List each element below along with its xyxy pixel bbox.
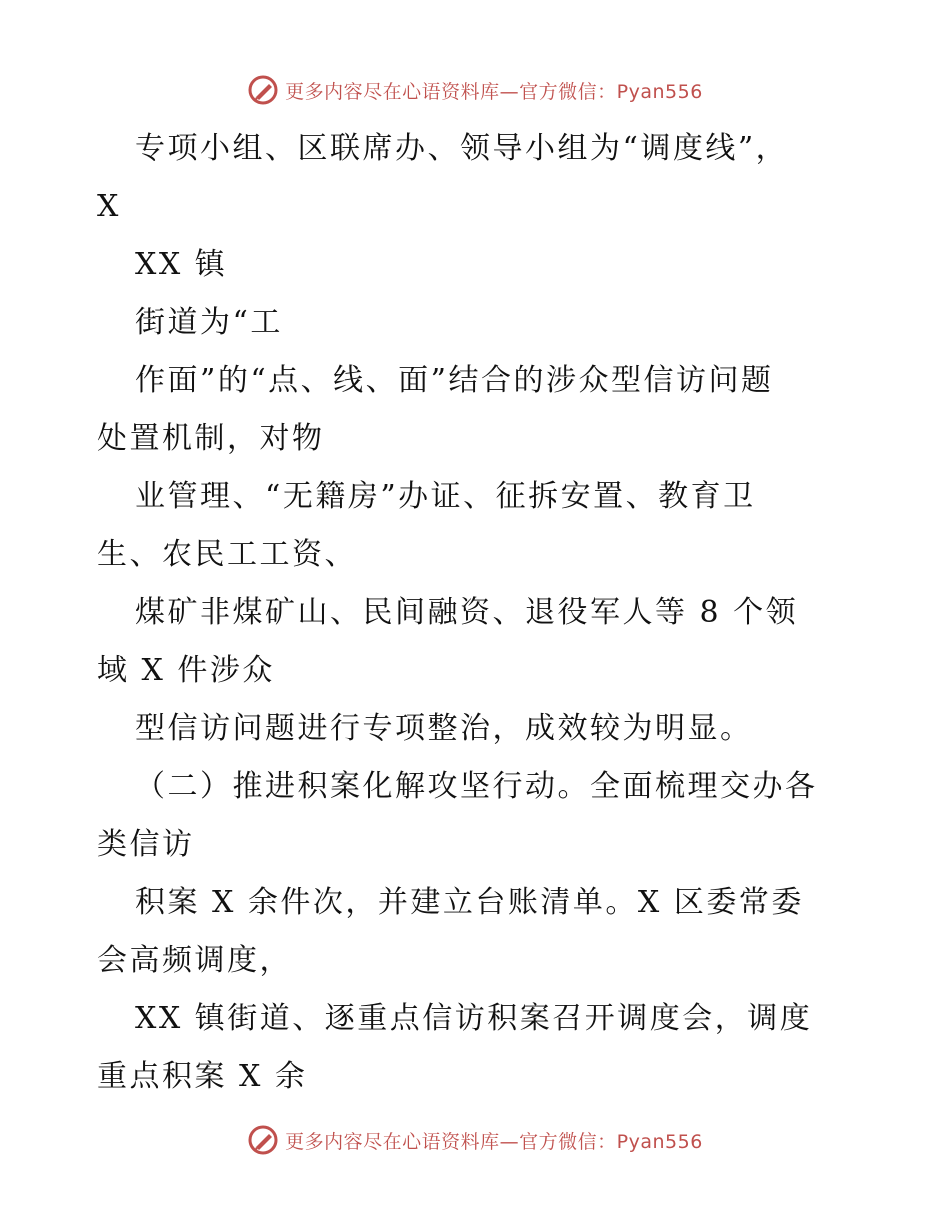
text-line: （二）推进积案化解攻坚行动。全面梳理交办各 — [135, 769, 818, 804]
pen-logo-icon — [247, 1124, 279, 1156]
pen-logo-icon — [247, 74, 279, 106]
text-line: 煤矿非煤矿山、民间融资、退役军人等 8 个领 — [135, 595, 799, 630]
text-line: 会高频调度， — [97, 943, 292, 978]
text-line: XX 镇 — [135, 247, 228, 282]
text-line: 积案 X 余件次，并建立台账清单。X 区委常委 — [135, 885, 804, 920]
watermark-footer — [0, 1120, 950, 1160]
text-line: 作面”的“点、线、面”结合的涉众型信访问题 — [135, 363, 774, 398]
text-line: 类信访 — [97, 827, 195, 862]
text-line: 域 X 件涉众 — [97, 653, 275, 688]
watermark-text: 更多内容尽在心语资料库—官方微信：Pyan556 — [285, 1130, 703, 1153]
text-line: 生、农民工工资、 — [97, 537, 357, 572]
watermark-header — [0, 70, 950, 110]
text-line: 业管理、“无籍房”办证、征拆安置、教育卫 — [135, 479, 756, 514]
watermark-text: 更多内容尽在心语资料库—官方微信：Pyan556 — [285, 80, 703, 103]
text-line: 街道为“工 — [135, 305, 283, 340]
text-line: X — [97, 189, 121, 224]
text-line: 处置机制，对物 — [97, 421, 325, 456]
text-line: 型信访问题进行专项整治，成效较为明显。 — [135, 711, 753, 746]
text-line: XX 镇街道、逐重点信访积案召开调度会，调度 — [135, 1001, 813, 1036]
text-line: 重点积案 X 余 — [97, 1059, 308, 1094]
text-line: 专项小组、区联席办、领导小组为“调度线”， — [135, 131, 789, 166]
